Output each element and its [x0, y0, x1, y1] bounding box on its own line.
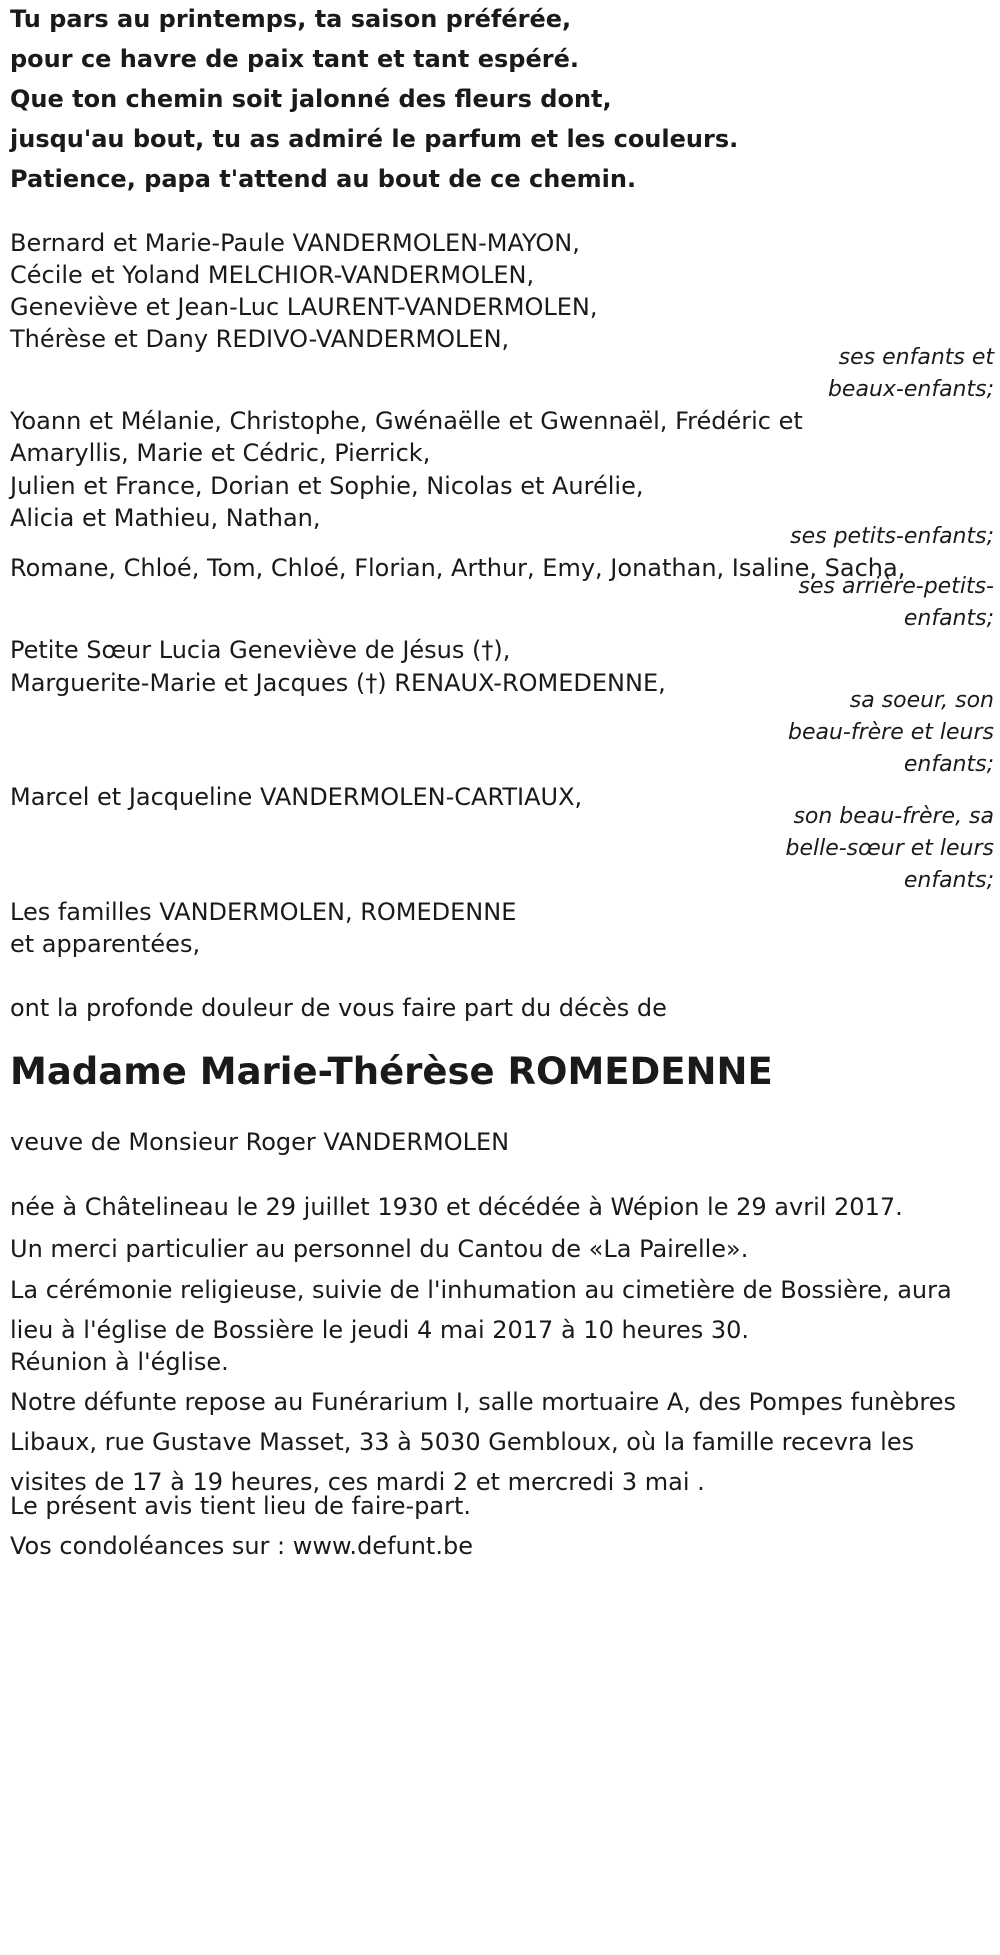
- sister-line: Petite Sœur Lucia Geneviève de Jésus (†),: [10, 636, 511, 664]
- widow-of: veuve de Monsieur Roger VANDERMOLEN: [10, 1128, 510, 1156]
- grandchildren-line: Yoann et Mélanie, Christophe, Gwénaëlle et Gwennaël, Frédéric et: [10, 407, 803, 435]
- families-line: et apparentées,: [10, 930, 201, 958]
- detail-paragraph: Notre défunte repose au Funérarium I, salle mortuaire A, des Pompes funèbres Libaux, rue Gustave Masset, 33 à 5030 Gembloux, où la famille recevra les visites de 17 à 19 heures, ces mardi 2 et mercredi 3 mai .: [10, 1388, 956, 1496]
- sister-relation: sa soeur, son: [849, 688, 994, 713]
- brother-in-law-relation: belle-sœur et leurs: [785, 836, 994, 861]
- sister-relation: beau-frère et leurs: [787, 720, 994, 745]
- detail-paragraph: Un merci particulier au personnel du Cantou de «La Pairelle».: [10, 1235, 749, 1263]
- great-grandchildren-relation: enfants;: [903, 606, 994, 631]
- poem-line: Patience, papa t'attend au bout de ce chemin.: [10, 165, 637, 193]
- families-line: Les familles VANDERMOLEN, ROMEDENNE: [10, 898, 517, 926]
- grandchildren-line: Julien et France, Dorian et Sophie, Nicolas et Aurélie,: [10, 472, 644, 500]
- detail-paragraph: née à Châtelineau le 29 juillet 1930 et décédée à Wépion le 29 avril 2017.: [10, 1193, 903, 1221]
- grandchildren-line: Alicia et Mathieu, Nathan,: [10, 504, 321, 532]
- poem-line: jusqu'au bout, tu as admiré le parfum et les couleurs.: [10, 125, 739, 153]
- children-line: Thérèse et Dany REDIVO-VANDERMOLEN,: [10, 325, 510, 353]
- brother-in-law-line: Marcel et Jacqueline VANDERMOLEN-CARTIAUX,: [10, 783, 583, 811]
- grandchildren-relation: ses petits-enfants;: [790, 524, 994, 549]
- children-line: Geneviève et Jean-Luc LAURENT-VANDERMOLEN,: [10, 293, 598, 321]
- detail-paragraph: La cérémonie religieuse, suivie de l'inhumation au cimetière de Bossière, aura lieu à l'église de Bossière le jeudi 4 mai 2017 à 10 heures 30.: [10, 1276, 952, 1344]
- poem-line: pour ce havre de paix tant et tant espéré.: [10, 45, 579, 73]
- children-line: Bernard et Marie-Paule VANDERMOLEN-MAYON,: [10, 229, 580, 257]
- announcement: ont la profonde douleur de vous faire part du décès de: [10, 994, 667, 1022]
- great-grandchildren-relation: ses arrière-petits-: [798, 574, 994, 599]
- sister-relation: enfants;: [903, 752, 994, 777]
- deceased-name: Madame Marie-Thérèse ROMEDENNE: [10, 1050, 773, 1093]
- great-grandchildren-line: Romane, Chloé, Tom, Chloé, Florian, Arthur, Emy, Jonathan, Isaline, Sacha,: [10, 554, 906, 582]
- children-relation: beaux-enfants;: [827, 377, 994, 402]
- poem-line: Que ton chemin soit jalonné des fleurs dont,: [10, 85, 612, 113]
- children-line: Cécile et Yoland MELCHIOR-VANDERMOLEN,: [10, 261, 535, 289]
- brother-in-law-relation: enfants;: [903, 868, 994, 893]
- poem-line: Tu pars au printemps, ta saison préférée,: [10, 5, 572, 33]
- detail-paragraph: Vos condoléances sur : www.defunt.be: [10, 1532, 473, 1560]
- detail-paragraph: Le présent avis tient lieu de faire-part.: [10, 1492, 472, 1520]
- brother-in-law-relation: son beau-frère, sa: [793, 804, 994, 829]
- grandchildren-line: Amaryllis, Marie et Cédric, Pierrick,: [10, 439, 431, 467]
- sister-line: Marguerite-Marie et Jacques (†) RENAUX-ROMEDENNE,: [10, 669, 666, 697]
- detail-paragraph: Réunion à l'église.: [10, 1348, 229, 1376]
- children-relation: ses enfants et: [838, 345, 994, 370]
